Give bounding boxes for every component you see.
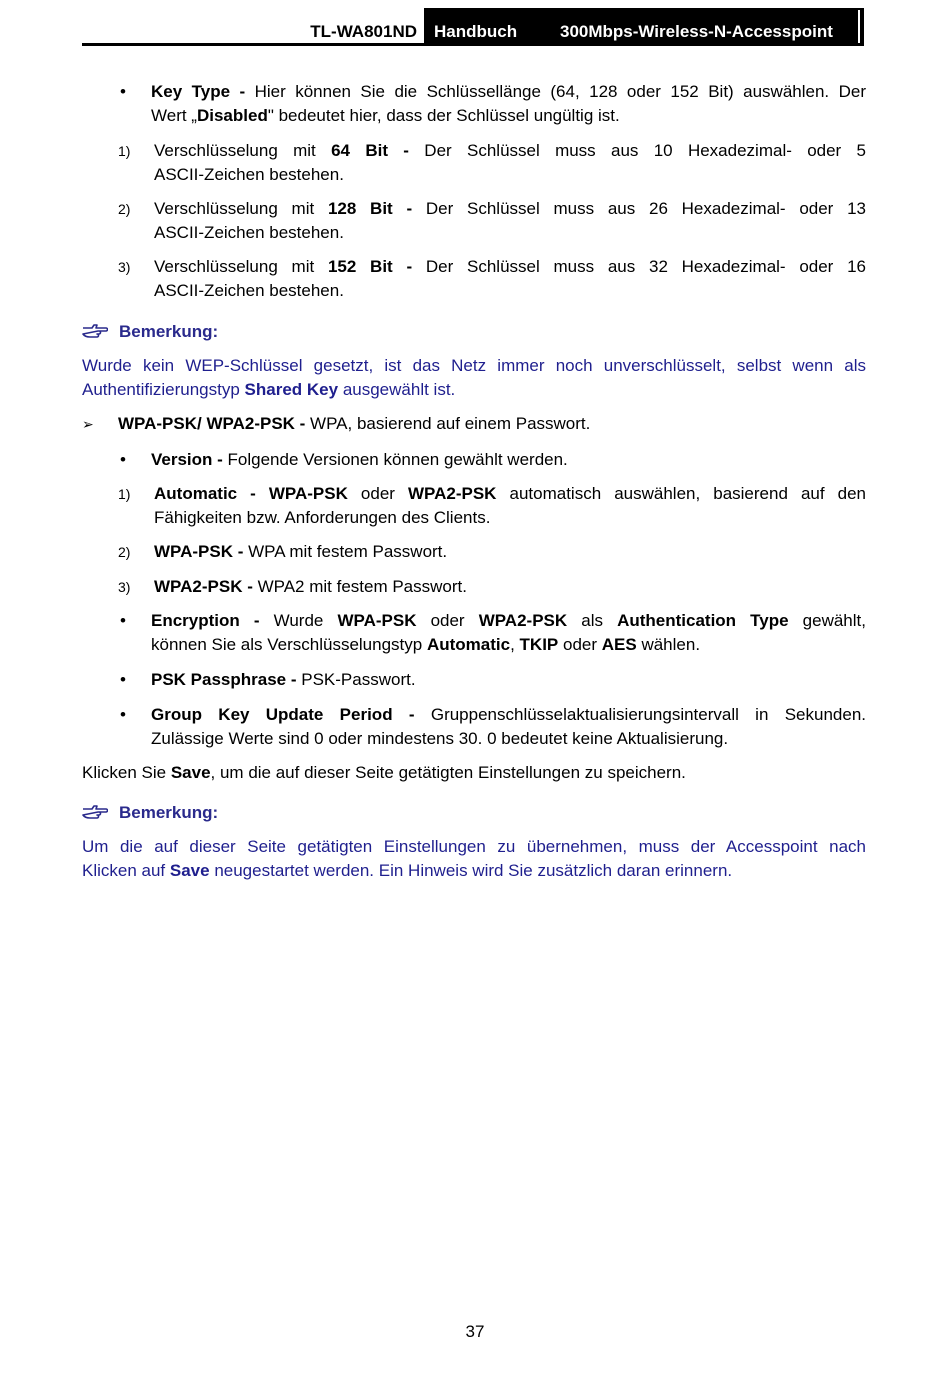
version-line: Version - Folgende Versionen können gewählt werden. — [151, 450, 568, 469]
page-header — [82, 8, 864, 46]
note-title: Bemerkung: — [119, 803, 219, 822]
bullet: • — [120, 670, 126, 689]
version-automatic-line2: Fähigkeiten bzw. Anforderungen des Clients. — [154, 508, 491, 527]
pointing-hand-icon — [82, 804, 108, 820]
group-key-line1: Group Key Update Period - Gruppenschlüsselaktualisierungsintervall in Sekunden. — [151, 705, 867, 724]
wpa-psk-line: WPA-PSK/ WPA2-PSK - WPA, basierend auf einem Passwort. — [118, 414, 591, 433]
list-number: 1) — [118, 486, 131, 502]
encryption-line1: Encryption - Wurde WPA-PSK oder WPA2-PSK als Authentication Type gewählt, — [151, 611, 866, 630]
bullet: • — [120, 82, 126, 101]
note1-line2: Authentifizierungstyp Shared Key ausgewählt ist. — [82, 380, 456, 399]
header-model: TL-WA801ND — [310, 22, 417, 41]
key-type-line1: Key Type - Hier können Sie die Schlüssellänge (64, 128 oder 152 Bit) auswählen. Der — [151, 82, 866, 101]
note1-line1: Wurde kein WEP-Schlüssel gesetzt, ist das Netz immer noch unverschlüsselt, selbst wenn als — [82, 356, 866, 375]
key-length-64-line1: Verschlüsselung mit 64 Bit - Der Schlüssel muss aus 10 Hexadezimal- oder 5 — [154, 141, 866, 160]
psk-passphrase-line: PSK Passphrase - PSK-Passwort. — [151, 670, 416, 689]
key-length-152-line1: Verschlüsselung mit 152 Bit - Der Schlüssel muss aus 32 Hexadezimal- oder 16 — [154, 257, 866, 276]
note-title: Bemerkung: — [119, 322, 219, 341]
note2-line1: Um die auf dieser Seite getätigten Einstellungen zu übernehmen, muss der Accesspoint nach — [82, 837, 866, 856]
page-number: 37 — [465, 1322, 485, 1341]
list-number: 3) — [118, 579, 131, 595]
encryption-line2: können Sie als Verschlüsselungstyp Automatic, TKIP oder AES wählen. — [151, 635, 701, 654]
header-rule — [82, 43, 864, 46]
list-number: 2) — [118, 544, 131, 560]
header-product: 300Mbps-Wireless-N-Accesspoint — [560, 22, 833, 41]
list-number: 2) — [118, 201, 131, 217]
list-number: 3) — [118, 259, 131, 275]
key-length-128-line1: Verschlüsselung mit 128 Bit - Der Schlüssel muss aus 26 Hexadezimal- oder 13 — [154, 199, 866, 218]
header-manual: Handbuch — [434, 22, 518, 41]
list-number: 1) — [118, 143, 131, 159]
version-wpa-psk-line: WPA-PSK - WPA mit festem Passwort. — [154, 542, 448, 561]
bullet: • — [120, 450, 126, 469]
save-instruction: Klicken Sie Save, um die auf dieser Seite getätigten Einstellungen zu speichern. — [82, 763, 686, 782]
bullet: • — [120, 705, 126, 724]
key-length-64-line2: ASCII-Zeichen bestehen. — [154, 165, 344, 184]
arrow-bullet-icon: ➢ — [82, 416, 94, 432]
bullet: • — [120, 611, 126, 630]
key-length-152-line2: ASCII-Zeichen bestehen. — [154, 281, 344, 300]
group-key-line2: Zulässige Werte sind 0 oder mindestens 30. 0 bedeutet keine Aktualisierung. — [151, 729, 729, 748]
version-wpa2-psk-line: WPA2-PSK - WPA2 mit festem Passwort. — [154, 577, 467, 596]
key-length-128-line2: ASCII-Zeichen bestehen. — [154, 223, 344, 242]
version-automatic-line1: Automatic - WPA-PSK oder WPA2-PSK automatisch auswählen, basierend auf den — [154, 484, 866, 503]
pointing-hand-icon — [82, 323, 108, 339]
key-type-line2: Wert „Disabled" bedeutet hier, dass der Schlüssel ungültig ist. — [151, 106, 620, 125]
note2-line2: Klicken auf Save neugestartet werden. Ein Hinweis wird Sie zusätzlich daran erinnern. — [82, 861, 733, 880]
